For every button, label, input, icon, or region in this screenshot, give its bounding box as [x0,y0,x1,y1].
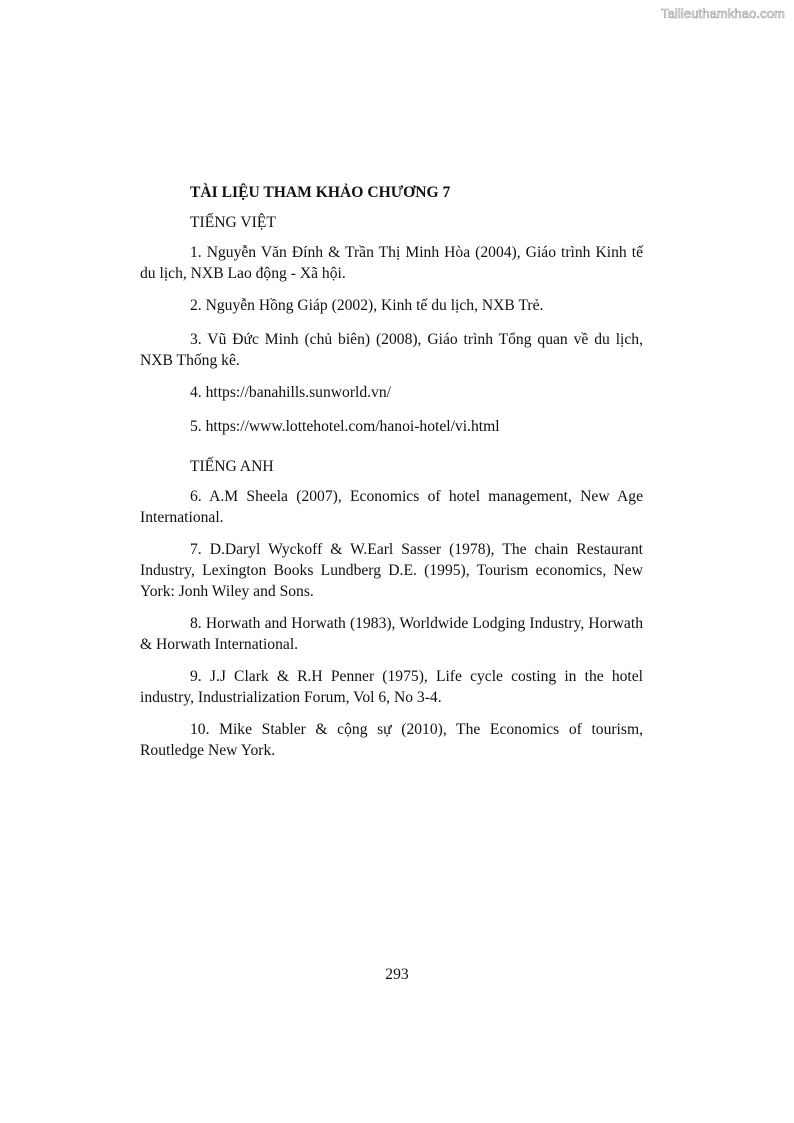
reference-item: 6. A.M Sheela (2007), Economics of hotel management, New Age International. [140,488,643,526]
reference-item: 9. J.J Clark & R.H Penner (1975), Life cycle costing in the hotel industry, Industrialization Forum, Vol 6, No 3-4. [140,668,643,706]
reference-item: 7. D.Daryl Wyckoff & W.Earl Sasser (1978), The chain Restaurant Industry, Lexington Books Lundberg D.E. (1995), Tourism economics, New York: Jonh Wiley and Sons. [140,541,643,600]
reference-link: 4. https://banahills.sunworld.vn/ [190,384,391,401]
reference-item: 10. Mike Stabler & cộng sự (2010), The Economics of tourism, Routledge New York. [140,721,643,759]
section-heading-english: TIẾNG ANH [190,458,274,475]
page-title: TÀI LIỆU THAM KHẢO CHƯƠNG 7 [190,184,451,201]
document-page [140,182,643,772]
page-number: 293 [385,966,409,983]
section-heading-vietnamese: TIẾNG VIỆT [190,214,276,231]
reference-item: 1. Nguyễn Văn Đính & Trần Thị Minh Hòa (2004), Giáo trình Kinh tế du lịch, NXB Lao động - Xã hội. [140,244,643,282]
reference-item: 8. Horwath and Horwath (1983), Worldwide Lodging Industry, Horwath & Horwath International. [140,615,643,653]
reference-link: 5. https://www.lottehotel.com/hanoi-hotel/vi.html [190,418,500,435]
reference-item: 3. Vũ Đức Minh (chủ biên) (2008), Giáo trình Tổng quan về du lịch, NXB Thống kê. [140,331,643,369]
watermark: Tailieuthamkhao.com [660,6,785,21]
reference-item: 2. Nguyễn Hồng Giáp (2002), Kinh tế du lịch, NXB Trẻ. [190,297,544,314]
